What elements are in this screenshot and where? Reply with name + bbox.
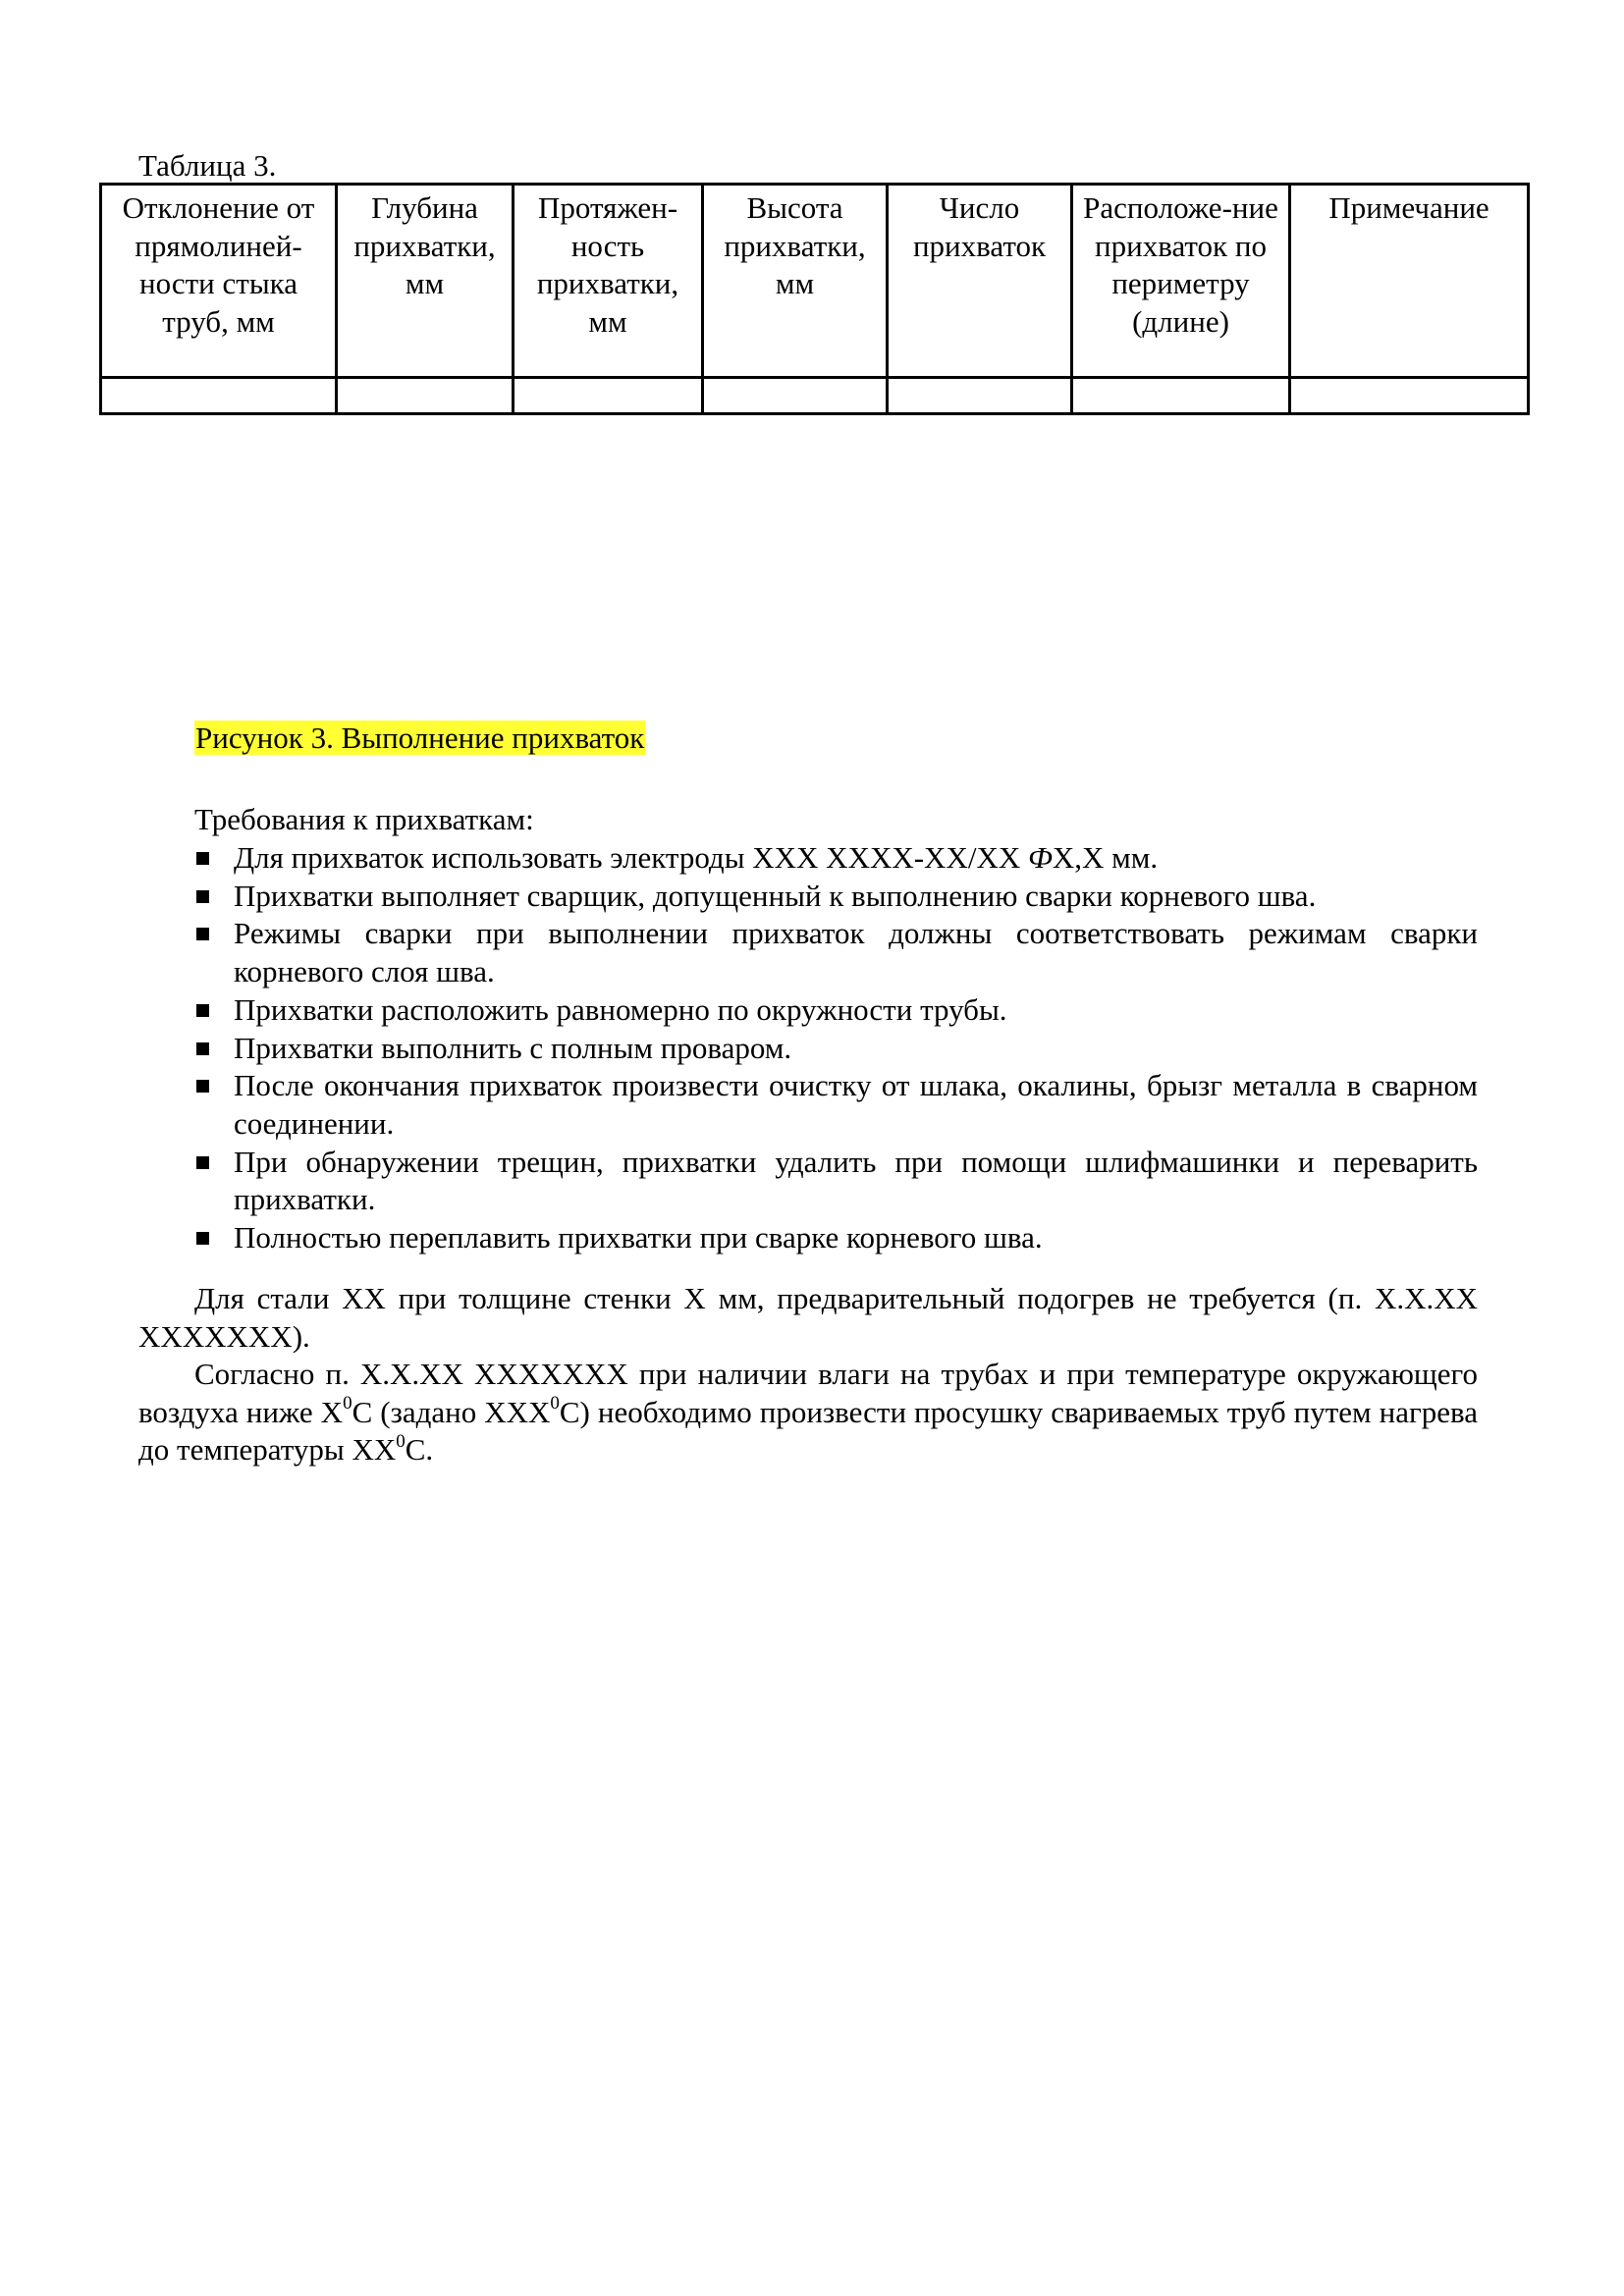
bullet-icon: [196, 1042, 209, 1055]
drying-paragraph: Согласно п. X.X.XX XXXXXXX при наличии влаги на трубах и при температуре окружающего воздуха ниже $X^0C$ (задано XXX$^0$C) необходимо произвести просушку свариваемых труб путем нагрева до температуры $XX^0C$.: [138, 1357, 1478, 1468]
list-item: После окончания прихваток произвести очистку от шлака, окалины, брызг металла в сварном соединении.: [194, 1067, 1478, 1143]
table-cell: [1072, 378, 1290, 414]
list-item: Прихватки расположить равномерно по окружности трубы.: [194, 991, 1478, 1030]
table-cell: [703, 378, 888, 414]
figure-caption-highlight: Рисунок 3. Выполнение прихваток: [195, 721, 645, 755]
table-cell: [1290, 378, 1529, 414]
bullet-icon: [196, 1232, 209, 1245]
table-row: [101, 378, 1529, 414]
column-header: Высота прихватки, мм: [703, 185, 888, 378]
column-header: Число прихваток: [888, 185, 1072, 378]
table-cell: [101, 378, 337, 414]
column-header: Протяжен-ность прихватки, мм: [514, 185, 703, 378]
table-caption: Таблица 3.: [138, 148, 277, 183]
list-item: Полностью переплавить прихватки при сварке корневого шва.: [194, 1219, 1478, 1257]
list-item: Прихватки выполняет сварщик, допущенный к выполнению сварки корневого шва.: [194, 878, 1478, 916]
requirements-title: Требования к прихваткам:: [194, 802, 534, 836]
list-item: Для прихваток использовать электроды XXX XXXX-XX/XX ФX,X мм.: [194, 839, 1478, 878]
table-cell: [514, 378, 703, 414]
bullet-icon: [196, 1004, 209, 1017]
bullet-icon: [196, 890, 209, 903]
column-header: Глубина прихватки, мм: [337, 185, 514, 378]
requirements-list: [194, 839, 1478, 1257]
column-header: Отклонение от прямолиней-ности стыка труб, мм: [101, 185, 337, 378]
table-cell: [337, 378, 514, 414]
table-header-row: [101, 185, 1529, 378]
tack-weld-table: [99, 183, 1530, 415]
bullet-icon: [196, 852, 209, 865]
column-header: Расположе-ние прихваток по периметру (длине): [1072, 185, 1290, 378]
bullet-icon: [196, 1156, 209, 1169]
figure-caption: [194, 720, 645, 757]
bullet-icon: [196, 928, 209, 940]
table-cell: [888, 378, 1072, 414]
list-item: Режимы сварки при выполнении прихваток должны соответствовать режимам сварки корневого слоя шва.: [194, 915, 1478, 990]
column-header: Примечание: [1290, 185, 1529, 378]
list-item: Прихватки выполнить с полным проваром.: [194, 1030, 1478, 1068]
list-item: При обнаружении трещин, прихватки удалить при помощи шлифмашинки и переварить прихватки.: [194, 1144, 1478, 1219]
preheat-paragraph: Для стали XX при толщине стенки X мм, предварительный подогрев не требуется (п. X.X.XX XXXXXXX).: [138, 1281, 1478, 1354]
bullet-icon: [196, 1080, 209, 1093]
